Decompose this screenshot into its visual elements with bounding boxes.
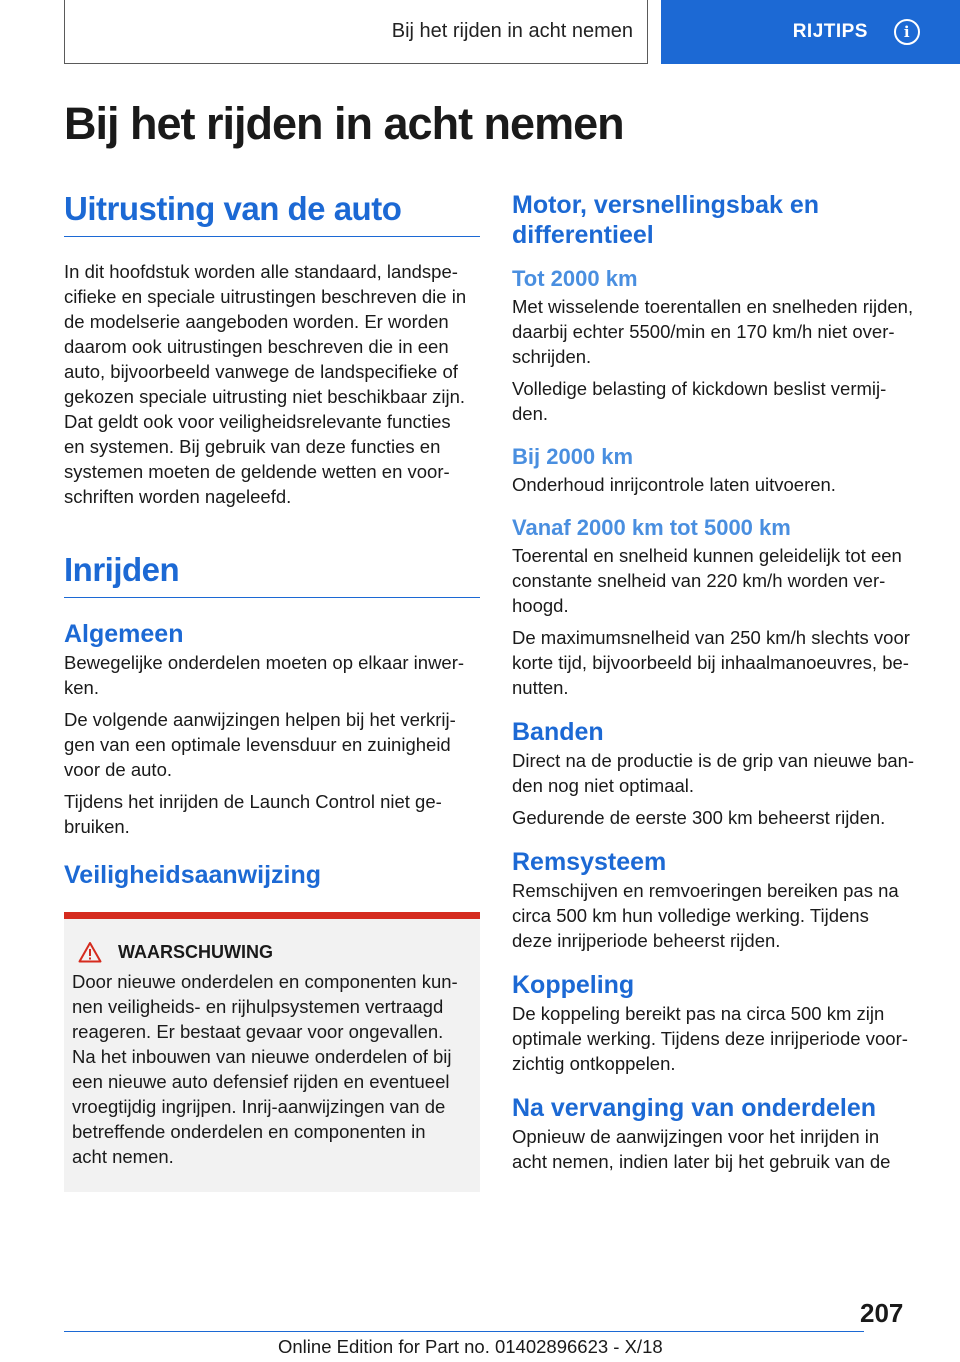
paragraph: De koppeling bereikt pas na circa 500 km zijn optimale werking. Tijdens deze inrijperiode voor- zichtig ontkoppelen. [512, 1003, 908, 1074]
subheading-engine: Motor, versnellingsbak en differentieel [512, 191, 820, 249]
subheading-from2000: Vanaf 2000 km tot 5000 km [512, 515, 791, 540]
paragraph: Onderhoud inrijcontrole laten uitvoeren. [512, 474, 836, 495]
section-heading-breakin: Inrijden [64, 551, 480, 598]
paragraph: Met wisselende toerentallen en snelheden rijden, daarbij echter 5500/min en 170 km/h niet over- schrijden. [512, 296, 914, 367]
warning-text: Door nieuwe onderdelen en componenten kun- nen veiligheids- en rijhulpsystemen vertraagd reageren. Er bestaat gevaar voor ongevallen. Na het inbouwen van nieuwe onderdelen of bij een nieuwe auto defensief rijden en eventueel vroegtijdig ingrijpen. Inrij-aanwijzingen van de betreffende onderdelen en componenten in acht nemen. [72, 971, 458, 1167]
subheading-safety: Veiligheidsaanwijzing [64, 861, 322, 889]
section-tab[interactable] [661, 0, 960, 64]
section-heading-equipment: Uitrusting van de auto [64, 190, 480, 237]
subheading-brakes: Remsysteem [512, 848, 667, 876]
chapter-tab-label: Bij het rijden in acht nemen [391, 20, 633, 42]
warning-box [64, 912, 480, 1192]
subheading-at2000: Bij 2000 km [512, 444, 634, 469]
paragraph: Volledige belasting of kickdown beslist vermij- den. [512, 378, 887, 424]
paragraph: In dit hoofdstuk worden alle standaard, landspe- cifieke en speciale uitrustingen beschreven die in de modelserie aangeboden worden. Er worden daarom ook uitrustingen beschreven die in een auto, bijvoorbeeld vanwege de landspecifieke of gekozen speciale uitrusting niet beschikbaar zijn. Dat geldt ook voor veiligheidsrelevante functies en systemen. Bij gebruik van deze functies en systemen moeten de geldende wetten en voor- schriften worden nageleefd. [64, 261, 467, 507]
paragraph: De volgende aanwijzingen helpen bij het verkrij- gen van een optimale levensduur en zuinigheid voor de auto. [64, 709, 456, 780]
subheading-general: Algemeen [64, 620, 184, 648]
warning-header [72, 941, 472, 963]
paragraph: Bewegelijke onderdelen moeten op elkaar inwer- ken. [64, 652, 465, 698]
paragraph: Direct na de productie is de grip van nieuwe ban- den nog niet optimaal. [512, 750, 915, 796]
footer-divider [64, 1331, 864, 1332]
subheading-replacement: Na vervanging van onderdelen [512, 1094, 876, 1122]
page-title: Bij het rijden in acht nemen [64, 98, 624, 149]
footer-edition: Online Edition for Part no. 01402896623 - X/18 [278, 1336, 663, 1357]
paragraph: De maximumsnelheid van 250 km/h slechts voor korte tijd, bijvoorbeeld bij inhaalmanoeuvres, be- nutten. [512, 627, 910, 698]
left-column [64, 190, 480, 1192]
subheading-tires: Banden [512, 718, 604, 746]
paragraph: Gedurende de eerste 300 km beheerst rijden. [512, 807, 886, 828]
paragraph: Remschijven en remvoeringen bereiken pas na circa 500 km hun volledige werking. Tijdens deze inrijperiode beheerst rijden. [512, 880, 899, 951]
warning-triangle-icon [78, 941, 102, 963]
info-icon: i [894, 19, 920, 45]
paragraph: Toerental en snelheid kunnen geleidelijk tot een constante snelheid van 220 km/h worden ver- hoogd. [512, 545, 902, 616]
paragraph: Tijdens het inrijden de Launch Control niet ge- bruiken. [64, 791, 442, 837]
right-column [512, 190, 928, 1174]
page-number: 207 [860, 1298, 904, 1328]
section-tab-label: RIJTIPS [792, 21, 868, 42]
subheading-clutch: Koppeling [512, 971, 635, 999]
subheading-upto2000: Tot 2000 km [512, 266, 638, 291]
paragraph: Opnieuw de aanwijzingen voor het inrijden in acht nemen, indien later bij het gebruik van de [512, 1126, 891, 1172]
chapter-tab[interactable] [64, 0, 648, 64]
warning-label: WAARSCHUWING [118, 941, 273, 962]
